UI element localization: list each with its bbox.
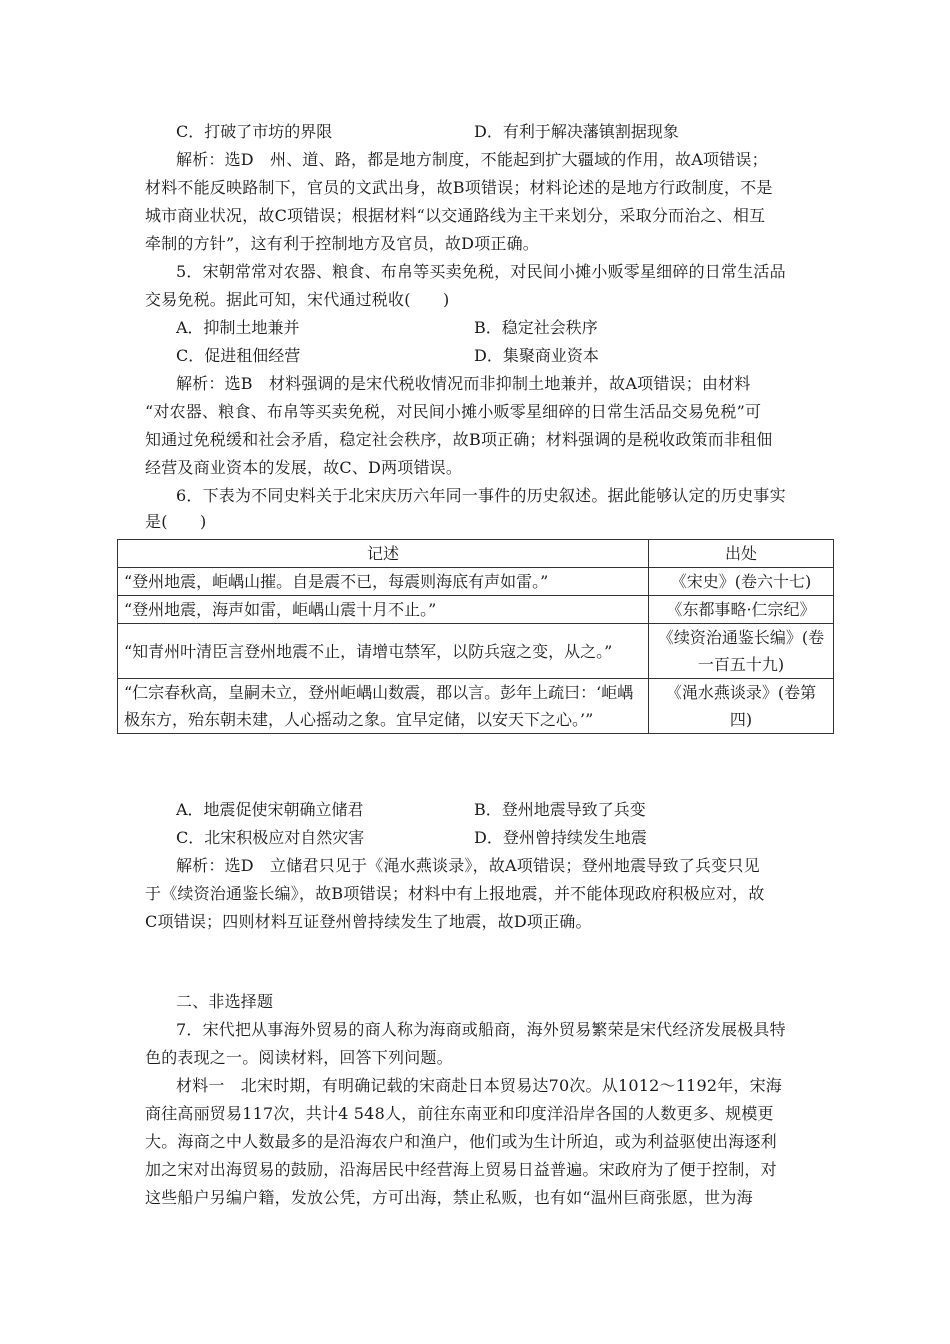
q4-analysis-line: 城市商业状况，故C项错误；根据材料“以交通路线为主干来划分，采取分而治之、相互 — [145, 206, 766, 225]
header-record: 记述 — [118, 540, 649, 568]
section-heading: 二、非选择题 — [176, 992, 274, 1011]
table-row — [118, 596, 834, 624]
material-line: 这些船户另编户籍，发放公凭，方可出海，禁止私贩，也有如“温州巨商张愿，世为海 — [145, 1188, 753, 1207]
record-cell: “知青州叶清臣言登州地震不止，请增屯禁军，以防兵寇之变，从之。” — [118, 624, 649, 679]
q5-stem-line: 交易免税。据此可知，宋代通过税收( ) — [145, 290, 450, 309]
material-line: 加之宋对出海贸易的鼓励，沿海居民中经营海上贸易日益普遍。宋政府为了便于控制，对 — [145, 1160, 777, 1179]
q6-stem-line: 6．下表为不同史料关于北宋庆历六年同一事件的历史叙述。据此能够认定的历史事实 — [176, 486, 786, 505]
material-line: 材料一 北宋时期，有明确记载的宋商赴日本贸易达70次。从1012～1192年，宋海 — [176, 1076, 782, 1095]
q7-stem-line: 7．宋代把从事海外贸易的商人称为海商或船商，海外贸易繁荣是宋代经济发展极具特 — [176, 1020, 786, 1039]
q4-option-d: D．有利于解决藩镇割据现象 — [474, 122, 679, 141]
q7-stem-line: 色的表现之一。阅读材料，回答下列问题。 — [145, 1048, 453, 1067]
q5-analysis-line: “对农器、粮食、布帛等买卖免税，对民间小摊小贩零星细碎的日常生活品交易免税”可 — [145, 402, 762, 421]
q6-option-d: D．登州曾持续发生地震 — [474, 828, 647, 847]
table-row — [118, 568, 834, 596]
q4-analysis-line: 解析：选D 州、道、路，都是地方制度，不能起到扩大疆域的作用，故A项错误； — [176, 150, 768, 169]
q5-analysis-line: 经营及商业资本的发展，故C、D两项错误。 — [145, 458, 463, 477]
q6-stem-line: 是( ) — [145, 512, 207, 531]
q5-option-d: D．集聚商业资本 — [474, 346, 599, 365]
q6-analysis-line: 于《续资治通鉴长编》，故B项错误；材料中有上报地震，并不能体现政府积极应对，故 — [145, 884, 765, 903]
source-cell: 《东都事略·仁宗纪》 — [649, 596, 834, 624]
q5-option-a: A．抑制土地兼并 — [176, 318, 300, 337]
record-cell: “仁宗春秋高，皇嗣未立，登州岠嵎山数震，郡以言。彭年上疏曰：‘岠嵎极东方，殆东朝未建，人心摇动之象。宜早定储，以安天下之心。’” — [118, 679, 649, 734]
history-sources-table — [117, 539, 834, 734]
table-row — [118, 624, 834, 679]
header-source: 出处 — [649, 540, 834, 568]
q4-option-c: C．打破了市坊的界限 — [176, 122, 333, 141]
q4-analysis-line: 材料不能反映路制下，官员的文武出身，故B项错误；材料论述的是地方行政制度，不是 — [145, 178, 773, 197]
source-cell: 《渑水燕谈录》(卷第四) — [649, 679, 834, 734]
q5-analysis-line: 解析：选B 材料强调的是宋代税收情况而非抑制土地兼并，故A项错误；由材料 — [176, 374, 751, 393]
q6-analysis-line: 解析：选D 立储君只见于《渑水燕谈录》，故A项错误；登州地震导致了兵变只见 — [176, 856, 760, 875]
q6-option-c: C．北宋积极应对自然灾害 — [176, 828, 365, 847]
q6-option-a: A．地震促使宋朝确立储君 — [176, 800, 364, 819]
q4-analysis-line: 牵制的方针”，这有利于控制地方及官员，故D项正确。 — [145, 234, 540, 253]
table-row — [118, 679, 834, 734]
record-cell: “登州地震，海声如雷，岠嵎山震十月不止。” — [118, 596, 649, 624]
source-cell: 《宋史》(卷六十七) — [649, 568, 834, 596]
source-cell: 《续资治通鉴长编》(卷一百五十九) — [649, 624, 834, 679]
q5-stem-line: 5．宋朝常常对农器、粮食、布帛等买卖免税，对民间小摊小贩零星细碎的日常生活品 — [176, 262, 786, 281]
q6-analysis-line: C项错误；四则材料互证登州曾持续发生了地震，故D项正确。 — [145, 912, 592, 931]
material-line: 大。海商之中人数最多的是沿海农户和渔户，他们或为生计所迫，或为利益驱使出海逐利 — [145, 1132, 777, 1151]
table-header-row — [118, 540, 834, 568]
record-cell: “登州地震，岠嵎山摧。自是震不已，每震则海底有声如雷。” — [118, 568, 649, 596]
material-line: 商往高丽贸易117次，共计4 548人，前往东南亚和印度洋沿岸各国的人数更多、规模更 — [145, 1104, 774, 1123]
q5-option-c: C．促进租佃经营 — [176, 346, 301, 365]
q5-option-b: B．稳定社会秩序 — [474, 318, 598, 337]
q5-analysis-line: 知通过免税缓和社会矛盾，稳定社会秩序，故B项正确；材料强调的是税收政策而非租佃 — [145, 430, 773, 449]
q6-option-b: B．登州地震导致了兵变 — [474, 800, 646, 819]
